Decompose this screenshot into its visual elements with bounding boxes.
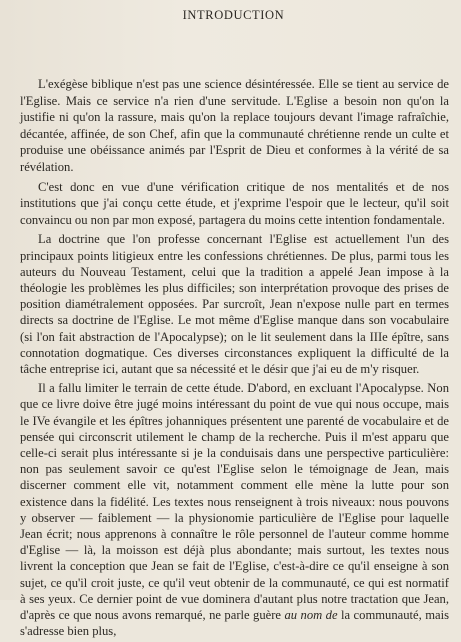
- paragraph-4-emphasis: au nom de: [284, 608, 338, 623]
- paragraph-3: La doctrine que l'on professe concernant l'Eglise est actuellement l'un des principaux points litigieux entre les confessions chrétiennes. De plus, parmi tous les auteurs du Nouveau Testament, celui que la tradition a appelé Jean impose à la théologie les problèmes les plus difficiles; son interprétation provoque des prises de position diamétralement opposées. Par surcroît, Jean n'expose nulle part en termes directs sa doctrine de l'Eglise. Le mot même d'Eglise manque dans son vocabulaire (si l'on fait abstraction de l'Apocalypse); on le lit seulement dans la IIIe épître, sans connotation dogmatique. Ces diverses circonstances expliquent la difficulté de la tâche entreprise ici, autant que sa nécessité et le désir que j'ai eu de m'y risquer.: [20, 232, 449, 376]
- paragraph-4-text-end: la communauté, mais s'adresse bien plus,: [20, 608, 449, 639]
- paragraph-4: [20, 380, 449, 639]
- paragraph-2: C'est donc en vue d'une vérification critique de nos mentalités et de nos institutions que j'ai conçu cette étude, et j'exprime l'espoir que le lecteur, qu'il soit convaincu ou non par mon exposé, partagera du moins cette intention fondamentale.: [20, 179, 449, 227]
- body-text: [20, 76, 449, 642]
- page-title: INTRODUCTION: [182, 8, 285, 22]
- paragraph-1: L'exégèse biblique n'est pas une science désintéressée. Elle se tient au service de l'Eglise. Mais ce service n'a rien d'une servitude. L'Eglise a besoin non qu'on la justifie ni qu'on la rassure, mais qu'on la replace toujours devant l'image rafraîchie, décantée, affinée, de son Chef, afin que la communauté chrétienne rende un culte et produise une obéissance animés par l'Esprit de Dieu et conformes à la vérité de sa révélation.: [20, 77, 449, 174]
- paragraph-4-text: Il a fallu limiter le terrain de cette étude. D'abord, en excluant l'Apocalypse. Non que ce livre doive être jugé moins intéressant du point de vue qui nous occupe, mais le IVe évangile et les épîtres johanniques présentent une parenté de vocabulaire et de pensée qui circonscrit utilement le champ de la recherche. Puis il m'est apparu que celle-ci serait plus intéressante si je la conduisais dans une perspective particulière: non pas seulement savoir ce qu'est l'Eglise selon le témoignage de Jean, mais discerner comment elle vit, notamment comment elle mène la lutte pour son existence dans la fidélité. Les textes nous renseignent à trois niveaux: nous pouvons y observer — faiblement — la physionomie particulière de l'Eglise pour laquelle Jean écrit; nous apprenons à connaître le rôle personnel de l'auteur comme homme d'Eglise — là, la moisson est déjà plus abondante; mais surtout, les textes nous livrent la conception que Jean se fait de l'Eglise, c'est-à-dire ce qu'il enseigne à son sujet, ce qu'il croit juste, ce qu'il veut obtenir de la communauté, ce qui est normatif à ses yeux. Ce dernier point de vue dominera d'autant plus notre tractation que Jean, d'après ce que nous avons remarqué, ne parle guère: [20, 381, 449, 623]
